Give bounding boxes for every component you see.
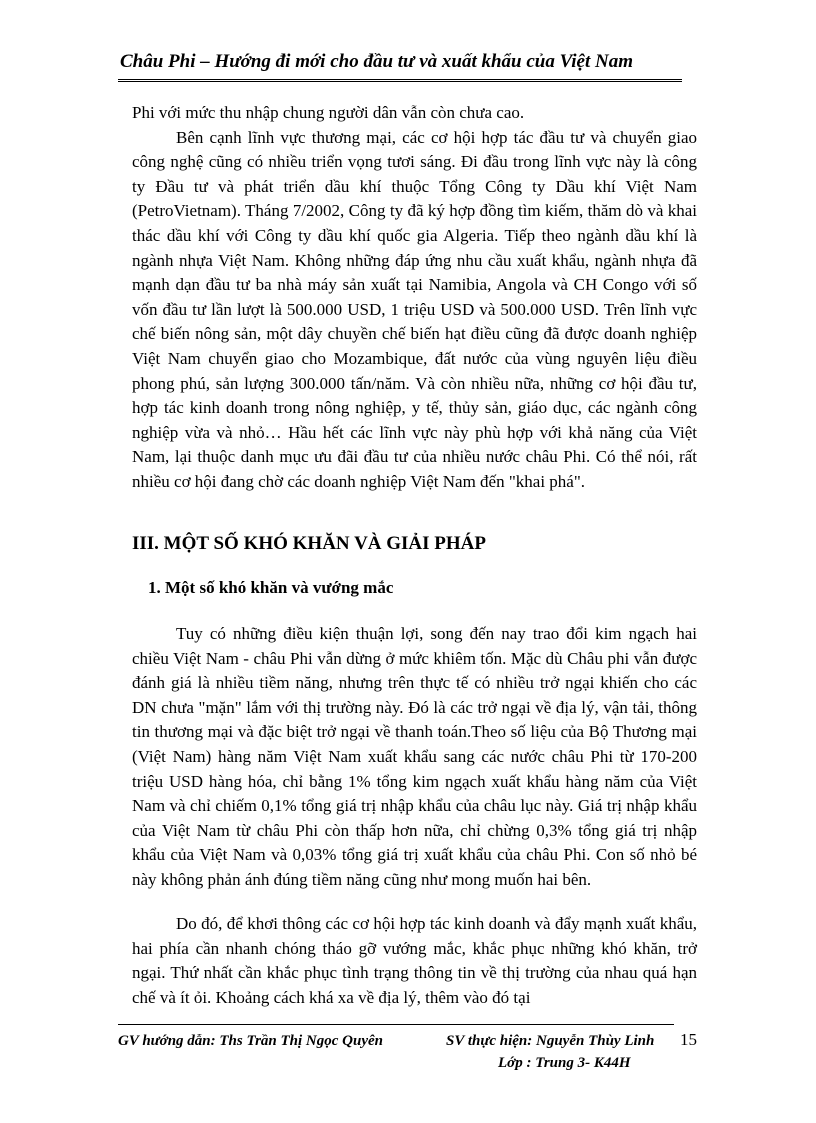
- subsection-heading: 1. Một số khó khăn và vướng mắc: [148, 578, 394, 597]
- header-divider: [118, 79, 682, 82]
- paragraph-difficulties: Tuy có những điều kiện thuận lợi, song đến nay trao đổi kim ngạch hai chiều Việt Nam - châu Phi vẫn dừng ở mức khiêm tốn. Mặc dù Châu phi vẫn được đánh giá là nhiều tiềm năng, nhưng trên thực tế có nhiều trở ngại khiến cho các DN chưa "mặn" lắm với thị trường này. Đó là các trở ngại về địa lý, vận tải, thông tin thương mại và đặc biệt trở ngại về thanh toán.Theo số liệu của Bộ Thương mại (Việt Nam) hàng năm Việt Nam xuất khẩu sang các nước châu Phi từ 170-200 triệu USD hàng hóa, chỉ bằng 1% tổng kim ngạch xuất khẩu hàng năm của Việt Nam và chỉ chiếm 0,1% tổng giá trị nhập khẩu của châu lục này. Giá trị nhập khẩu của Việt Nam từ châu Phi còn thấp hơn nữa, chỉ chừng 0,3% tổng giá trị nhập khẩu của Việt Nam và 0,03% tổng giá trị xuất khẩu của châu Phi. Con số nhỏ bé này không phản ánh đúng tiềm năng cũng như mong muốn hai bên.: [132, 624, 697, 889]
- page-header-title: Châu Phi – Hướng đi mới cho đầu tư và xuất khẩu của Việt Nam: [120, 51, 633, 72]
- paragraph-investment: Bên cạnh lĩnh vực thương mại, các cơ hội hợp tác đầu tư và chuyển giao công nghệ cũng có nhiều triển vọng tươi sáng. Đi đầu trong lĩnh vực này là công ty Đầu tư và phát triển dầu khí thuộc Tổng Công ty Dầu khí Việt Nam (PetroVietnam). Tháng 7/2002, Công ty đã ký hợp đồng tìm kiếm, thăm dò và khai thác dầu khí với Công ty dầu khí quốc gia Algeria. Tiếp theo ngành dầu khí là ngành nhựa Việt Nam. Không những đáp ứng nhu cầu xuất khẩu, ngành nhựa đã mạnh dạn đầu tư ba nhà máy sản xuất tại Namibia, Angola và CH Congo với số vốn đầu tư lần lượt là 500.000 USD, 1 triệu USD và 500.000 USD. Trên lĩnh vực chế biến nông sản, một dây chuyền chế biến hạt điều cũng đã được doanh nghiệp Việt Nam chuyển giao cho Mozambique, đất nước của vùng nguyên liệu điều phong phú, sản lượng 300.000 tấn/năm. Và còn nhiều nữa, những cơ hội đầu tư, hợp tác kinh doanh trong nông nghiệp, y tế, thủy sản, giáo dục, các ngành công nghiệp vừa và nhỏ… Hầu hết các lĩnh vực này phù hợp với khả năng của Việt Nam, lại thuộc danh mục ưu đãi đầu tư của nhiều nước châu Phi. Có thể nói, rất nhiều cơ hội đang chờ các doanh nghiệp Việt Nam đến "khai phá".: [132, 127, 697, 491]
- footer-student: SV thực hiện: Nguyễn Thùy Linh: [446, 1033, 655, 1049]
- footer-class: Lớp : Trung 3- K44H: [498, 1055, 631, 1071]
- section-heading: III. MỘT SỐ KHÓ KHĂN VÀ GIẢI PHÁP: [132, 533, 487, 554]
- paragraph-continued: Phi với mức thu nhập chung người dân vẫn còn chưa cao.: [132, 103, 525, 122]
- page-number: 15: [680, 1030, 697, 1049]
- body-text-block: [132, 101, 697, 495]
- footer-divider: [118, 1024, 674, 1025]
- footer-supervisor: GV hướng dẫn: Ths Trần Thị Ngọc Quyên: [118, 1033, 383, 1049]
- paragraph-solutions: Do đó, để khơi thông các cơ hội hợp tác kinh doanh và đẩy mạnh xuất khẩu, hai phía cần nhanh chóng tháo gỡ vướng mắc, khắc phục những khó khăn, trở ngại. Thứ nhất cần khắc phục tình trạng thông tin về thị trường của nhau quá hạn chế và ít ỏi. Khoảng cách khá xa về địa lý, thêm vào đó tại: [132, 914, 697, 1007]
